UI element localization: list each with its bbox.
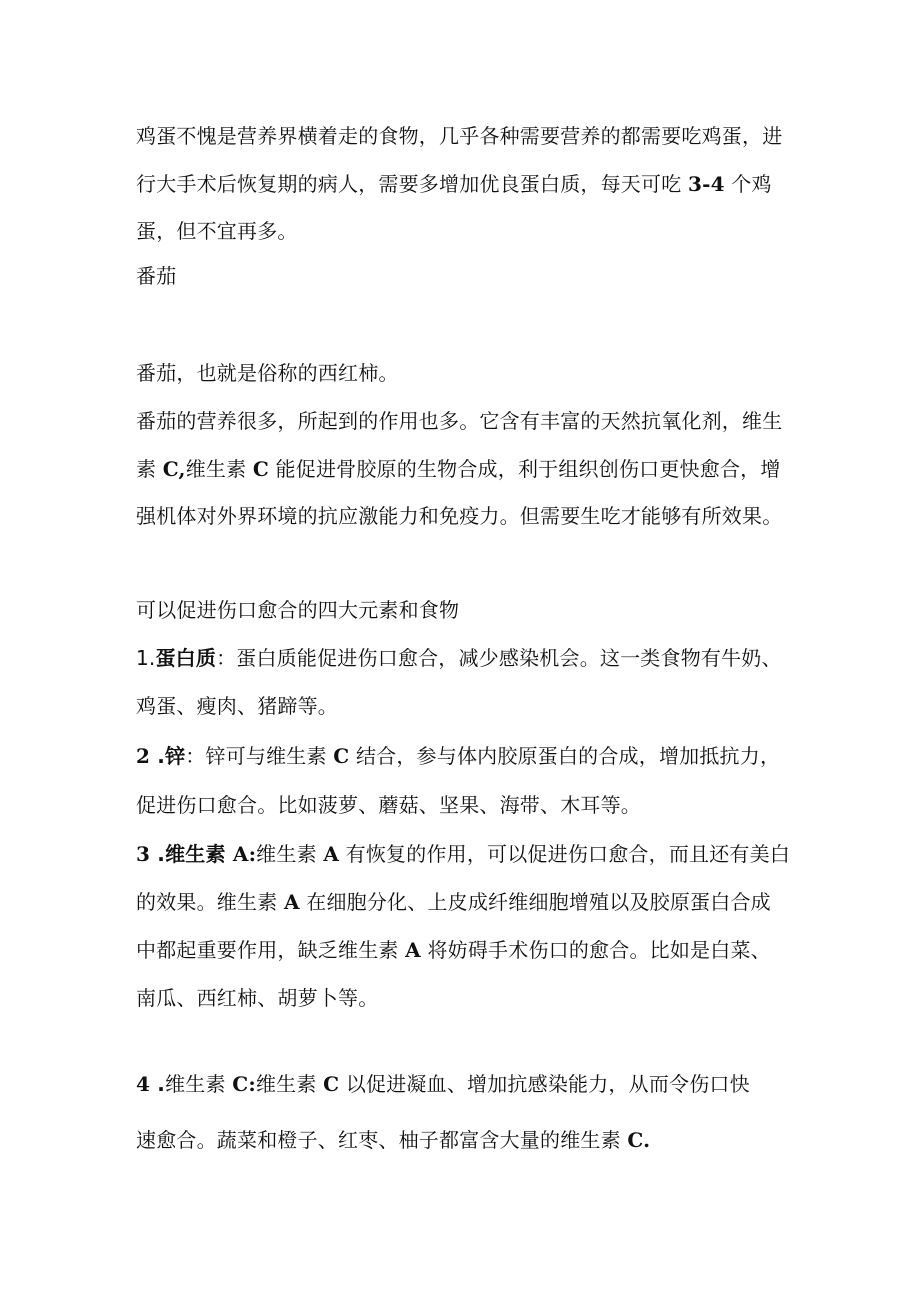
item-text: 速愈合。蔬菜和橙子、红枣、柚子都富含大量的维生素: [136, 1128, 628, 1152]
vitamin-letter: A: [323, 842, 340, 866]
item-text: 结合，参与体内胶原蛋白的合成，增加抵抗力，: [349, 744, 781, 768]
item-4-line-2: [136, 1128, 650, 1152]
item-1-line-2: [136, 694, 338, 718]
tomato-paragraph-line-3: [136, 504, 782, 528]
tomato-paragraph-line-1: [136, 409, 782, 433]
vitamin-letter: C: [323, 1072, 340, 1096]
egg-paragraph-line-2: [136, 172, 772, 196]
egg-text: 行大手术后恢复期的病人，需要多增加优良蛋白质，每天可吃: [136, 172, 688, 196]
item-3-line-3: [136, 938, 771, 962]
vitamin-letter: C: [333, 744, 350, 768]
item-text: ：蛋白质能促进伤口愈合，减少感染机会。这一类食物有牛奶、: [216, 646, 782, 670]
item-4-line-1: [136, 1072, 750, 1096]
tomato-text: 能促进骨胶原的生物合成，利于组织创伤口更快愈合，增: [269, 457, 781, 481]
item-3-line-1: [136, 842, 790, 866]
item-3-line-4: [136, 986, 378, 1010]
egg-text: 鸡蛋不愧是营养界横着走的食物，几乎各种需要营养的都需要吃鸡蛋，进: [136, 124, 783, 148]
item-dot: .: [150, 744, 166, 768]
item-3-line-2: [136, 890, 771, 914]
item-text: 促进伤口愈合。比如菠萝、蘑菇、坚果、海带、木耳等。: [136, 793, 641, 817]
item-text: 中都起重要作用，缺乏维生素: [136, 938, 406, 962]
egg-text: 个鸡: [724, 172, 772, 196]
tomato-text: 维生素: [185, 457, 253, 481]
item-text: 南瓜、西红柿、胡萝卜等。: [136, 986, 379, 1010]
heading-text: 番茄: [136, 264, 177, 288]
vitamin-letter: A:: [225, 842, 257, 866]
vitamin-letter: C,: [162, 457, 186, 481]
item-text: 的效果。维生素: [136, 890, 284, 914]
section-title-text: 可以促进伤口愈合的四大元素和食物: [136, 598, 460, 622]
intro-text: 番茄，也就是俗称的西红柿。: [136, 361, 399, 385]
section-title: [136, 598, 459, 622]
item-label: 维生素: [165, 842, 226, 866]
tomato-text: 番茄的营养很多，所起到的作用也多。它含有丰富的天然抗氧化剂，维生: [136, 409, 783, 433]
item-label: 蛋白质: [155, 646, 217, 670]
item-label: 维生素: [165, 1072, 233, 1096]
egg-count: 3-4: [687, 172, 725, 196]
tomato-paragraph-line-2: [136, 457, 781, 481]
tomato-intro: [136, 361, 399, 385]
item-text: 维生素: [256, 842, 324, 866]
item-number: 4: [136, 1072, 151, 1096]
item-2-line-2: [136, 793, 641, 817]
vitamin-letter: A: [405, 938, 421, 962]
vitamin-letter: A: [283, 890, 300, 914]
item-text: 鸡蛋、瘦肉、猪蹄等。: [136, 694, 338, 718]
item-text: ：锌可与维生素: [185, 744, 334, 768]
item-text: 维生素: [255, 1072, 324, 1096]
item-number: 3: [136, 842, 151, 866]
vitamin-letter: C:: [232, 1072, 256, 1096]
item-number: 1.: [136, 646, 156, 670]
egg-paragraph-line-1: [136, 124, 782, 148]
item-text: 在细胞分化、上皮成纤维细胞增殖以及胶原蛋白合成: [299, 890, 771, 914]
tomato-text: 素: [136, 457, 163, 481]
item-number: 2: [136, 744, 151, 768]
vitamin-letter: C.: [627, 1128, 651, 1152]
item-label: 锌: [165, 744, 186, 768]
item-1-line-1: [136, 646, 782, 670]
item-text: 有恢复的作用，可以促进伤口愈合，而且还有美白: [339, 842, 791, 866]
item-dot: .: [150, 1072, 166, 1096]
item-text: 将妨碍手术伤口的愈合。比如是白菜、: [420, 938, 771, 962]
vitamin-letter: C: [252, 457, 269, 481]
egg-paragraph-line-3: [136, 219, 298, 243]
tomato-heading: [136, 264, 176, 288]
tomato-text: 强机体对外界环境的抗应激能力和免疫力。但需要生吃才能够有所效果。: [136, 504, 783, 528]
item-dot: .: [150, 842, 166, 866]
item-2-line-1: [136, 744, 780, 768]
item-text: 以促进凝血、增加抗感染能力，从而令伤口快: [339, 1072, 750, 1096]
egg-text: 蛋，但不宜再多。: [136, 219, 298, 243]
